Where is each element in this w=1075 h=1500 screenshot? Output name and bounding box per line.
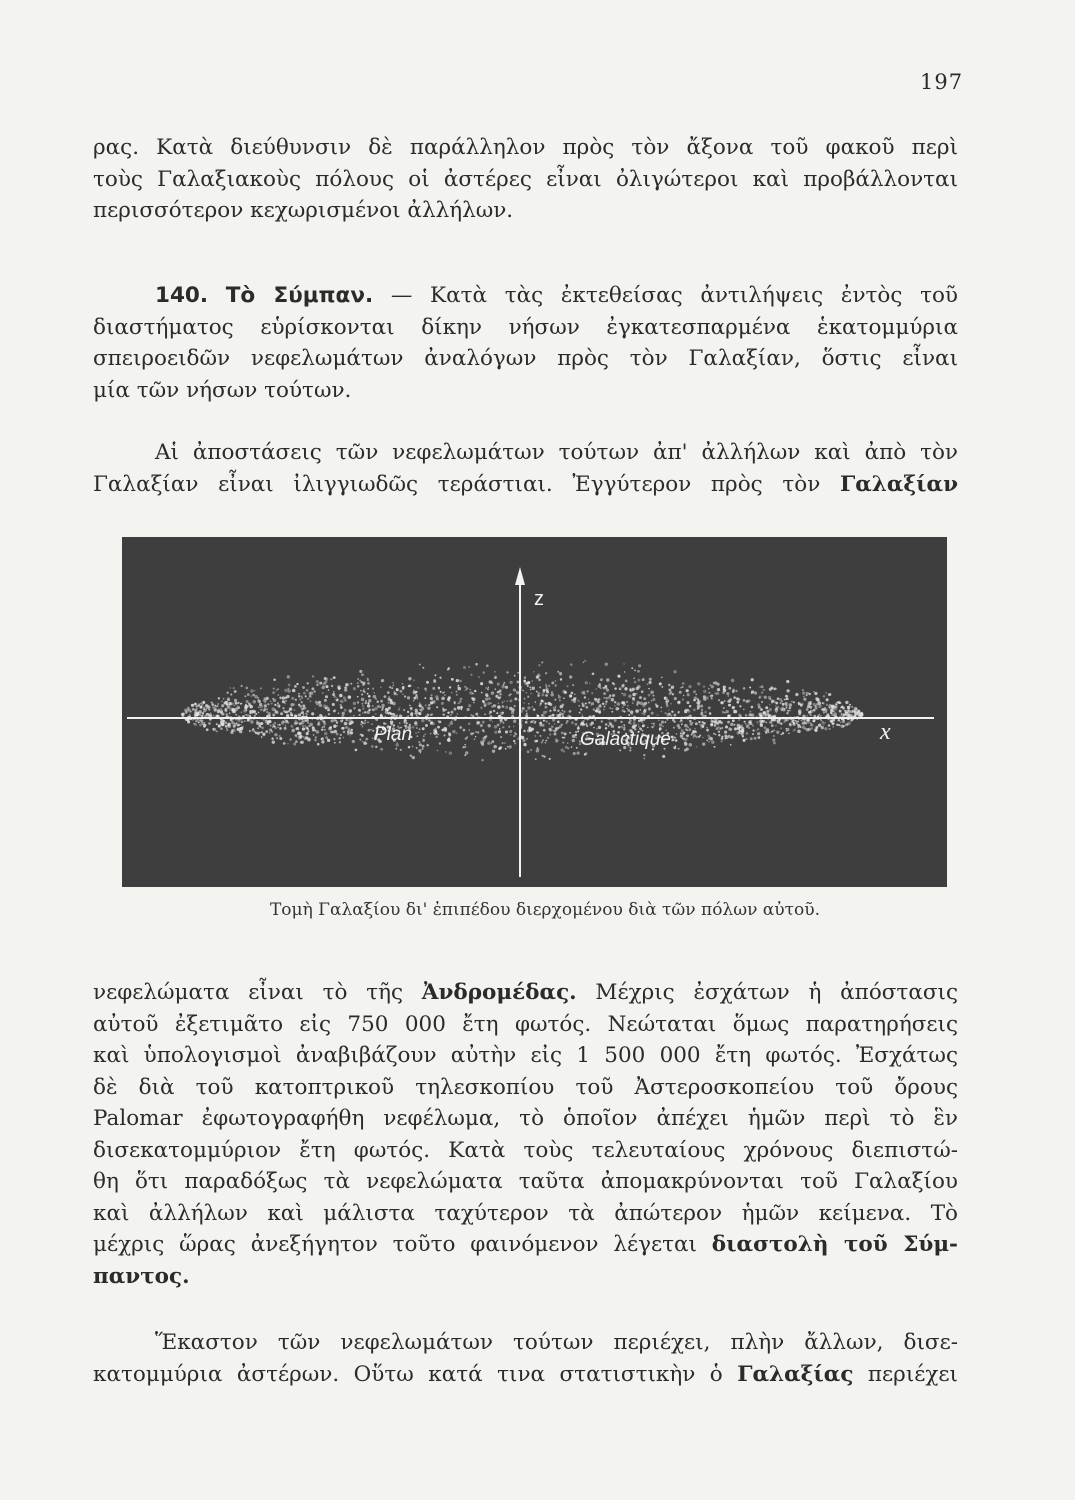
galaxy-diagram: [122, 537, 947, 887]
text-line: [93, 977, 958, 1009]
text-line: [93, 437, 958, 469]
section-140: [93, 280, 958, 406]
paragraph-intro: [93, 132, 958, 227]
page-number: 197: [920, 70, 964, 94]
text-line: [93, 1261, 958, 1293]
text-line: δὲ διὰ τοῦ κατοπτρικοῦ τηλεσκοπίου τοῦ Ἀστεροσκοπείου τοῦ ὄρους: [93, 1074, 958, 1100]
text-line: περισσότερον κεχωρισμένοι ἀλλήλων.: [93, 198, 514, 223]
star-field: [181, 660, 864, 762]
galaxy-cross-section-figure: [122, 537, 947, 887]
bold-term: Ἀνδρομέδας.: [421, 980, 577, 1005]
plan-label: Plan: [374, 724, 413, 745]
paragraph-distances: [93, 437, 958, 500]
text-line: Palomar ἐφωτογραφήθη νεφέλωμα, τὸ ὁποῖον ἀπέχει ἡμῶν περὶ τὸ ἓν: [93, 1106, 958, 1131]
z-axis-label: z: [534, 588, 544, 610]
text-line: δισεκατομμύριον ἔτη φωτός. Κατὰ τοὺς τελευταίους χρόνους διεπιστώ-: [93, 1137, 958, 1163]
text-line: καὶ ἀλλήλων καὶ μάλιστα ταχύτερον τὰ ἀπώτερον ἡμῶν κείμενα. Τὸ: [93, 1200, 958, 1226]
section-heading-line: [93, 280, 958, 312]
text-run: νεφελώματα εἶναι τὸ τῆς: [93, 980, 422, 1005]
bold-term: διαστολὴ τοῦ Σύμ-: [711, 1232, 958, 1257]
bold-term: Γαλαξίαν: [839, 471, 958, 497]
text-line: [93, 469, 958, 501]
x-axis-label: x: [880, 719, 891, 745]
text-line: σπειροειδῶν νεφελωμάτων ἀναλόγων πρὸς τὸν Γαλαξίαν, ὅστις εἶναι: [93, 346, 958, 371]
text-line: διαστήματος εὑρίσκονται δίκην νήσων ἐγκατεσπαρμένα ἑκατομμύρια: [93, 314, 958, 340]
bold-term: Γαλαξίας: [737, 1361, 854, 1387]
paragraph-andromeda: [93, 977, 958, 1292]
z-axis-arrow: [515, 567, 525, 585]
text-line: αὐτοῦ ἐξετιμᾶτο εἰς 750 000 ἔτη φωτός. Νεώταται ὅμως παρατηρήσεις: [93, 1011, 958, 1037]
text-line: θη ὅτι παραδόξως τὰ νεφελώματα ταῦτα ἀπομακρύνονται τοῦ Γαλαξίου: [93, 1169, 958, 1194]
text-run: Αἱ ἀποστάσεις τῶν νεφελωμάτων τούτων ἀπ' ἀλλήλων καὶ ἀπὸ τὸν: [155, 440, 958, 465]
bold-term: παντος.: [93, 1263, 190, 1289]
galactique-label: Galactique: [580, 729, 671, 750]
text-line: ρας. Κατὰ διεύθυνσιν δὲ παράλληλον πρὸς τὸν ἄξονα τοῦ φακοῦ περὶ: [93, 135, 958, 160]
text-run: κατομμύρια ἀστέρων. Οὕτω κατά τινα στατιστικὴν ὁ: [93, 1361, 738, 1387]
section-number: 140.: [155, 283, 209, 308]
text-run: περιέχει: [853, 1361, 958, 1387]
text-line: καὶ ὑπολογισμοὶ ἀναβιβάζουν αὐτὴν εἰς 1 500 000 ἔτη φωτός. Ἐσχάτως: [93, 1043, 958, 1068]
text-run: μέχρις ὥρας ἀνεξήγητον τοῦτο φαινόμενον λέγεται: [93, 1232, 712, 1257]
text-line: [93, 1229, 958, 1261]
text-run: Ἕκαστον τῶν νεφελωμάτων τούτων περιέχει, πλὴν ἄλλων, δισε-: [155, 1330, 958, 1355]
text-run: Γαλαξίαν εἶναι ἰλιγγιωδῶς τεράστιαι. Ἐγγύτερον πρὸς τὸν: [93, 471, 840, 497]
text-run: — Κατὰ τὰς ἐκτεθείσας ἀντιλήψεις ἐντὸς τοῦ: [373, 283, 958, 308]
text-line: [93, 1327, 958, 1359]
text-line: μία τῶν νήσων τούτων.: [93, 377, 352, 403]
paragraph-stars-count: [93, 1327, 958, 1390]
text-line: τοὺς Γαλαξιακοὺς πόλους οἱ ἀστέρες εἶναι ὀλιγώτεροι καὶ προβάλλονται: [93, 166, 958, 192]
section-title: Τὸ Σύμπαν.: [225, 283, 374, 308]
text-run: Μέχρις ἐσχάτων ἡ ἀπόστασις: [576, 980, 958, 1005]
text-line: [93, 1359, 958, 1391]
figure-caption: Τομὴ Γαλαξίου δι' ἐπιπέδου διερχομένου διὰ τῶν πόλων αὐτοῦ.: [269, 900, 821, 920]
